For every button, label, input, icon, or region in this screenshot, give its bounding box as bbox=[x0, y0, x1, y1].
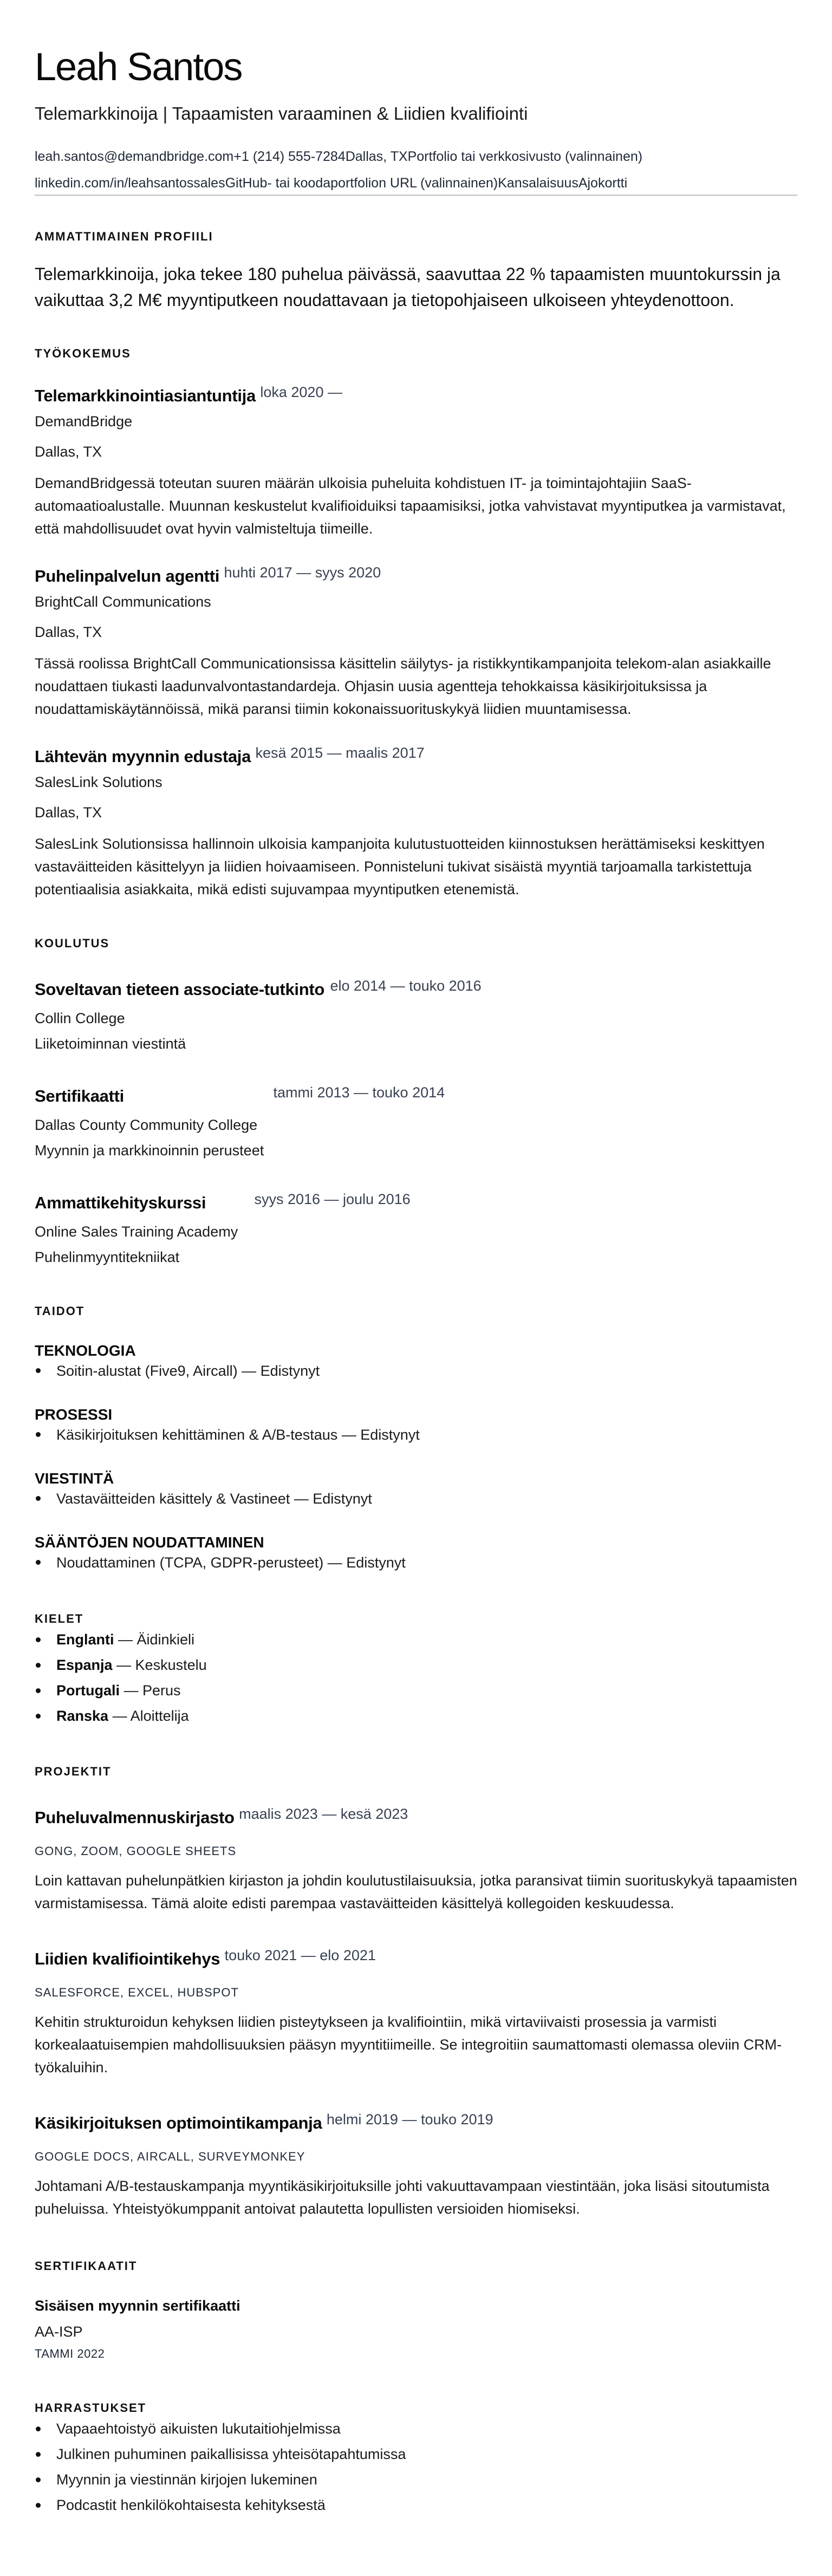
job-description: DemandBridgessä toteutan suuren määrän ulkoisia puheluita kohdistuen IT- ja toimintajohtajiin SaaS-automaatioalustalle. Muunnan keskustelut kvalifioiduiksi tapaamisiksi, jotka vahvistavat myyntiputkea ja varmistavat, että mahdollisuudet ovat hyvin valmisteltuja tiimeille. bbox=[35, 475, 786, 537]
profile-summary: Telemarkkinoija, joka tekee 180 puhelua päivässä, saavuttaa 22 % tapaamisten muuntokurssin ja vaikuttaa 3,2 M€ myyntiputkeen noudattavaan ja tietopohjaiseen ulkoiseen yhteydenottoon. bbox=[35, 264, 781, 310]
hobby-text: Podcastit henkilökohtaisesta kehityksestä bbox=[56, 2497, 326, 2513]
language-item bbox=[35, 1703, 797, 1729]
skill-category-title: PROSESSI bbox=[35, 1406, 113, 1423]
bullet-icon bbox=[36, 1496, 41, 1501]
contact-email[interactable]: leah.santos@demandbridge.com bbox=[35, 149, 234, 164]
languages-section bbox=[35, 1611, 797, 1729]
certificate-issuer: AA-ISP bbox=[35, 2324, 83, 2340]
degree-dates: elo 2014 — touko 2016 bbox=[330, 978, 482, 994]
contact-portfolio[interactable]: Portfolio tai verkkosivusto (valinnainen) bbox=[407, 149, 643, 164]
contact-row-secondary bbox=[35, 174, 797, 192]
hobby-item bbox=[35, 2416, 797, 2442]
hobby-text: Vapaaehtoistyö aikuisten lukutaitiohjelmissa bbox=[56, 2421, 341, 2437]
contact-location: Dallas, TX bbox=[345, 149, 408, 164]
education-section bbox=[35, 935, 797, 1267]
school-name: Collin College bbox=[35, 1010, 125, 1026]
job-location: Dallas, TX bbox=[35, 444, 102, 460]
skill-category-title: SÄÄNTÖJEN NOUDATTAMINEN bbox=[35, 1534, 264, 1551]
job-location: Dallas, TX bbox=[35, 624, 102, 640]
education-entry bbox=[35, 1189, 797, 1267]
job-location: Dallas, TX bbox=[35, 804, 102, 821]
language-item bbox=[35, 1653, 797, 1678]
project-dates: helmi 2019 — touko 2019 bbox=[326, 2111, 493, 2128]
job-title: Lähtevän myynnin edustaja bbox=[35, 747, 251, 766]
school-name: Online Sales Training Academy bbox=[35, 1224, 238, 1240]
resume-header bbox=[35, 42, 797, 196]
degree-title: Soveltavan tieteen associate-tutkinto bbox=[35, 980, 325, 999]
headline: Telemarkkinoija | Tapaamisten varaaminen & Liidien kvalifiointi bbox=[35, 103, 528, 123]
bullet-icon bbox=[36, 1560, 41, 1565]
language-level: — Äidinkieli bbox=[114, 1631, 195, 1648]
skill-list bbox=[35, 1488, 797, 1509]
project-name: Käsikirjoituksen optimointikampanja bbox=[35, 2113, 322, 2132]
skill-list bbox=[35, 1552, 797, 1573]
skill-list bbox=[35, 1361, 797, 1381]
certificate-date: TAMMI 2022 bbox=[35, 2347, 105, 2360]
language-list bbox=[35, 1627, 797, 1729]
certificate-name: Sisäisen myynnin sertifikaatti bbox=[35, 2298, 240, 2314]
project-dates: maalis 2023 — kesä 2023 bbox=[239, 1806, 408, 1822]
language-item bbox=[35, 1678, 797, 1703]
project-entry bbox=[35, 1945, 797, 2079]
projects-section bbox=[35, 1764, 797, 2220]
skills-heading: TAIDOT bbox=[35, 1304, 85, 1318]
job-dates: loka 2020 — bbox=[260, 384, 342, 400]
project-name: Puheluvalmennuskirjasto bbox=[35, 1808, 235, 1827]
field-of-study: Myynnin ja markkinoinnin perusteet bbox=[35, 1142, 264, 1159]
skill-text: Käsikirjoituksen kehittäminen & A/B-testaus — Edistynyt bbox=[56, 1427, 420, 1443]
skill-list bbox=[35, 1424, 797, 1445]
hobby-list bbox=[35, 2416, 797, 2518]
contact-phone[interactable]: +1 (214) 555-7284 bbox=[233, 149, 346, 164]
skill-item bbox=[35, 1552, 797, 1573]
project-description: Johtamani A/B-testauskampanja myyntikäsikirjoituksille johti vakuuttavampaan viestintään, joka lisäsi sitoutumista puheluissa. Yhteistyökumppanit antoivat palautetta lopullisten versioiden hiomiseksi. bbox=[35, 2178, 770, 2217]
language-name: Portugali bbox=[56, 1682, 120, 1699]
experience-heading: TYÖKOKEMUS bbox=[35, 347, 131, 360]
bullet-icon bbox=[36, 1432, 41, 1437]
job-title: Puhelinpalvelun agentti bbox=[35, 567, 220, 586]
skill-text: Vastaväitteiden käsittely & Vastineet — Edistynyt bbox=[56, 1491, 372, 1507]
project-description: Kehitin strukturoidun kehyksen liidien pisteytykseen ja kvalifiointiin, mikä virtaviivaisti prosessia ja varmisti korkealaatuisempien mahdollisuuksien pääsyn myyntitiimeille. Se integroitiin saumattomasti olemassa oleviin CRM-työkaluihin. bbox=[35, 2014, 782, 2076]
hobby-item bbox=[35, 2493, 797, 2518]
degree-title: Ammattikehityskurssi bbox=[35, 1193, 206, 1212]
skill-category-title: VIESTINTÄ bbox=[35, 1470, 114, 1487]
hobby-text: Myynnin ja viestinnän kirjojen lukeminen bbox=[56, 2471, 317, 2488]
language-name: Ranska bbox=[56, 1708, 109, 1724]
profile-heading: AMMATTIMAINEN PROFIILI bbox=[35, 230, 213, 243]
skill-item bbox=[35, 1488, 797, 1509]
bullet-icon bbox=[36, 2427, 41, 2431]
contact-citizenship: Kansalaisuus bbox=[498, 175, 578, 191]
hobbies-heading: HARRASTUKSET bbox=[35, 2401, 147, 2415]
certificate-entry bbox=[35, 2296, 797, 2362]
project-dates: touko 2021 — elo 2021 bbox=[224, 1947, 376, 1963]
hobby-item bbox=[35, 2467, 797, 2493]
project-tech: GONG, ZOOM, GOOGLE SHEETS bbox=[35, 1844, 237, 1858]
certificates-heading: SERTIFIKAATIT bbox=[35, 2259, 138, 2273]
job-company: SalesLink Solutions bbox=[35, 774, 162, 790]
bullet-icon bbox=[36, 1688, 41, 1693]
contact-linkedin[interactable]: linkedin.com/in/leahsantossales bbox=[35, 175, 225, 191]
candidate-name: Leah Santos bbox=[35, 45, 242, 89]
language-level: — Keskustelu bbox=[112, 1657, 207, 1673]
degree-dates: tammi 2013 — touko 2014 bbox=[273, 1084, 445, 1101]
certificates-section bbox=[35, 2258, 797, 2362]
bullet-icon bbox=[36, 1714, 41, 1719]
bullet-icon bbox=[36, 2503, 41, 2508]
skills-section bbox=[35, 1303, 797, 1573]
job-dates: huhti 2017 — syys 2020 bbox=[224, 564, 381, 581]
language-level: — Aloittelija bbox=[108, 1708, 189, 1724]
job-description: Tässä roolissa BrightCall Communicationsissa käsittelin säilytys- ja ristikkyntikampanjoita telekom-alan asiakkaille noudattaen tiukasti laadunvalvontastandardeja. Ohjasin uusia agentteja tehokkaissa käsikirjoituksissa ja noudattamiskäytännöissä, mikä paransi tiimin kokonaissuorituskykyä liidien muuntamisessa. bbox=[35, 655, 771, 717]
skill-item bbox=[35, 1361, 797, 1381]
project-description: Loin kattavan puhelunpätkien kirjaston ja johdin koulutustilaisuuksia, jotka paransivat tiimin suorituskykyä tapaamisten varmistamisessa. Tämä aloite edisti parempaa vastaväitteiden käsittelyä kollegoiden keskuudessa. bbox=[35, 1872, 797, 1911]
field-of-study: Puhelinmyyntitekniikat bbox=[35, 1249, 180, 1265]
bullet-icon bbox=[36, 1637, 41, 1642]
job-company: BrightCall Communications bbox=[35, 594, 211, 610]
contact-row-primary bbox=[35, 147, 797, 166]
project-entry bbox=[35, 2109, 797, 2220]
degree-title: Sertifikaatti bbox=[35, 1087, 124, 1105]
languages-heading: KIELET bbox=[35, 1612, 84, 1625]
language-name: Espanja bbox=[56, 1657, 113, 1673]
contact-github[interactable]: GitHub- tai koodaportfolion URL (valinnainen) bbox=[225, 175, 498, 191]
education-entry bbox=[35, 975, 797, 1054]
language-name: Englanti bbox=[56, 1631, 114, 1648]
degree-dates: syys 2016 — joulu 2016 bbox=[254, 1191, 411, 1207]
experience-entry bbox=[35, 563, 797, 720]
skill-item bbox=[35, 1424, 797, 1445]
experience-entry bbox=[35, 382, 797, 540]
job-description: SalesLink Solutionsissa hallinnoin ulkoisia kampanjoita kulutustuotteiden kiinnostuksen herättämiseksi keskittyen vastaväitteiden käsittelyyn ja liidien hoivaamiseen. Ponnisteluni tukivat sisäistä myyntiä tarjoamalla tarkistettuja potentiaalisia asiakkaita, mikä edisti sujuvampaa myyntiputken etenemistä. bbox=[35, 836, 765, 897]
projects-heading: PROJEKTIT bbox=[35, 1765, 112, 1778]
experience-entry bbox=[35, 743, 797, 901]
project-tech: GOOGLE DOCS, AIRCALL, SURVEYMONKEY bbox=[35, 2150, 306, 2163]
hobby-item bbox=[35, 2442, 797, 2467]
project-name: Liidien kvalifiointikehys bbox=[35, 1949, 220, 1968]
bullet-icon bbox=[36, 2452, 41, 2457]
hobby-text: Julkinen puhuminen paikallisissa yhteisötapahtumissa bbox=[56, 2446, 406, 2462]
bullet-icon bbox=[36, 1663, 41, 1668]
language-level: — Perus bbox=[120, 1682, 181, 1699]
project-tech: SALESFORCE, EXCEL, HUBSPOT bbox=[35, 1986, 239, 1999]
job-title: Telemarkkinointiasiantuntija bbox=[35, 386, 256, 405]
job-company: DemandBridge bbox=[35, 413, 133, 430]
school-name: Dallas County Community College bbox=[35, 1117, 258, 1133]
education-entry bbox=[35, 1082, 797, 1161]
field-of-study: Liiketoiminnan viestintä bbox=[35, 1036, 186, 1052]
hobbies-section bbox=[35, 2400, 797, 2518]
bullet-icon bbox=[36, 2477, 41, 2482]
bullet-icon bbox=[36, 1368, 41, 1373]
skill-category-title: TEKNOLOGIA bbox=[35, 1342, 136, 1359]
job-dates: kesä 2015 — maalis 2017 bbox=[255, 745, 425, 761]
education-heading: KOULUTUS bbox=[35, 936, 110, 950]
header-divider bbox=[35, 194, 797, 196]
profile-section bbox=[35, 229, 797, 313]
skill-text: Soitin-alustat (Five9, Aircall) — Edistynyt bbox=[56, 1363, 320, 1379]
language-item bbox=[35, 1627, 797, 1653]
contact-drivers-license: Ajokortti bbox=[578, 175, 628, 191]
skill-text: Noudattaminen (TCPA, GDPR-perusteet) — Edistynyt bbox=[56, 1554, 406, 1571]
project-entry bbox=[35, 1804, 797, 1915]
experience-section bbox=[35, 346, 797, 901]
